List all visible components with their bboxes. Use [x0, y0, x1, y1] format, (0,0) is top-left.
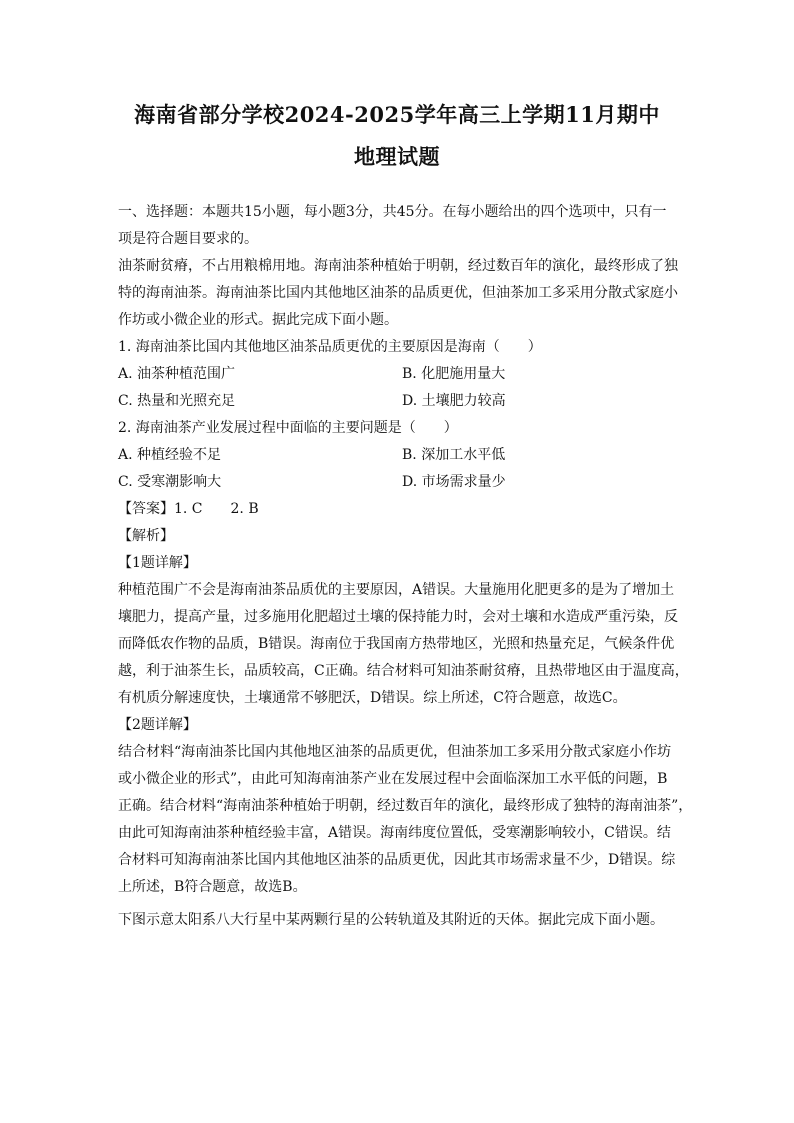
material-passage-2: 下图示意太阳系八大行星中某两颗行星的公转轨道及其附近的天体。据此完成下面小题。: [118, 912, 664, 928]
question-1-stem: 1. 海南油茶比国内其他地区油茶品质更优的主要原因是海南（ ）: [118, 339, 542, 355]
text-line: 或小微企业的形式”，由此可知海南油茶产业在发展过程中会面临深加工水平低的问题，B: [118, 771, 668, 787]
text-line: 由此可知海南油茶种植经验丰富，A错误。海南纬度位置低，受寒潮影响较小，C错误。结: [118, 825, 671, 841]
question-2-option-b: B. 深加工水平低: [402, 447, 506, 463]
text-line: 油茶耐贫瘠，不占用粮棉用地。海南油茶种植始于明朝，经过数百年的演化，最终形成了独: [118, 258, 678, 274]
text-line: 正确。结合材料“海南油茶种植始于明朝，经过数百年的演化，最终形成了独特的海南油茶”，: [118, 798, 693, 814]
text-line: 而降低农作物的品质，B错误。海南位于我国南方热带地区，光照和热量充足，气候条件优: [118, 636, 675, 652]
question-2-option-c: C. 受寒潮影响大: [118, 474, 222, 490]
text-line: 作坊或小微企业的形式。据此完成下面小题。: [118, 312, 398, 328]
document-title: 海南省部分学校2024-2025学年高三上学期11月期中: [134, 102, 660, 127]
question-2-option-d: D. 市场需求量少: [402, 474, 506, 490]
detail-2-heading: 【2题详解】: [118, 717, 197, 733]
text-line: 结合材料“海南油茶比国内其他地区油茶的品质更优，但油茶加工多采用分散式家庭小作坊: [118, 744, 672, 760]
text-line: 特的海南油茶。海南油茶比国内其他地区油茶的品质更优，但油茶加工多采用分散式家庭小: [118, 285, 678, 301]
section-instructions: [118, 199, 678, 253]
text-line: 上所述，B符合题意，故选B。: [118, 879, 307, 895]
text-line: 一、选择题：本题共15小题，每小题3分，共45分。在每小题给出的四个选项中，只有一: [118, 204, 667, 220]
question-2-option-a: A. 种植经验不足: [118, 447, 222, 463]
question-2-stem: 2. 海南油茶产业发展过程中面临的主要问题是（ ）: [118, 420, 458, 436]
question-1-option-d: D. 土壤肥力较高: [402, 393, 506, 409]
document-subtitle: 地理试题: [354, 144, 440, 169]
detail-2-passage: [118, 739, 693, 901]
text-line: 有机质分解速度快，土壤通常不够肥沃，D错误。综上所述，C符合题意，故选C。: [118, 690, 627, 706]
detail-1-heading: 【1题详解】: [118, 555, 197, 571]
material-passage-1: [118, 253, 678, 334]
question-1-option-c: C. 热量和光照充足: [118, 393, 236, 409]
text-line: 种植范围广不会是海南油茶品质优的主要原因，A错误。大量施用化肥更多的是为了增加土: [118, 582, 675, 598]
answer-line: 【答案】1. C 2. B: [118, 501, 259, 517]
text-line: 项是符合题目要求的。: [118, 231, 258, 247]
detail-1-passage: [118, 577, 689, 712]
question-1-option-a: A. 油茶种植范围广: [118, 366, 236, 382]
text-line: 壤肥力，提高产量，过多施用化肥超过土壤的保持能力时，会对土壤和水造成严重污染，反: [118, 609, 678, 625]
question-1-option-b: B. 化肥施用量大: [402, 366, 506, 382]
text-line: 越，利于油茶生长，品质较高，C正确。结合材料可知油茶耐贫瘠，且热带地区由于温度高，: [118, 663, 689, 679]
analysis-heading: 【解析】: [118, 528, 174, 544]
text-line: 合材料可知海南油茶比国内其他地区油茶的品质更优，因此其市场需求量不少，D错误。综: [118, 852, 676, 868]
